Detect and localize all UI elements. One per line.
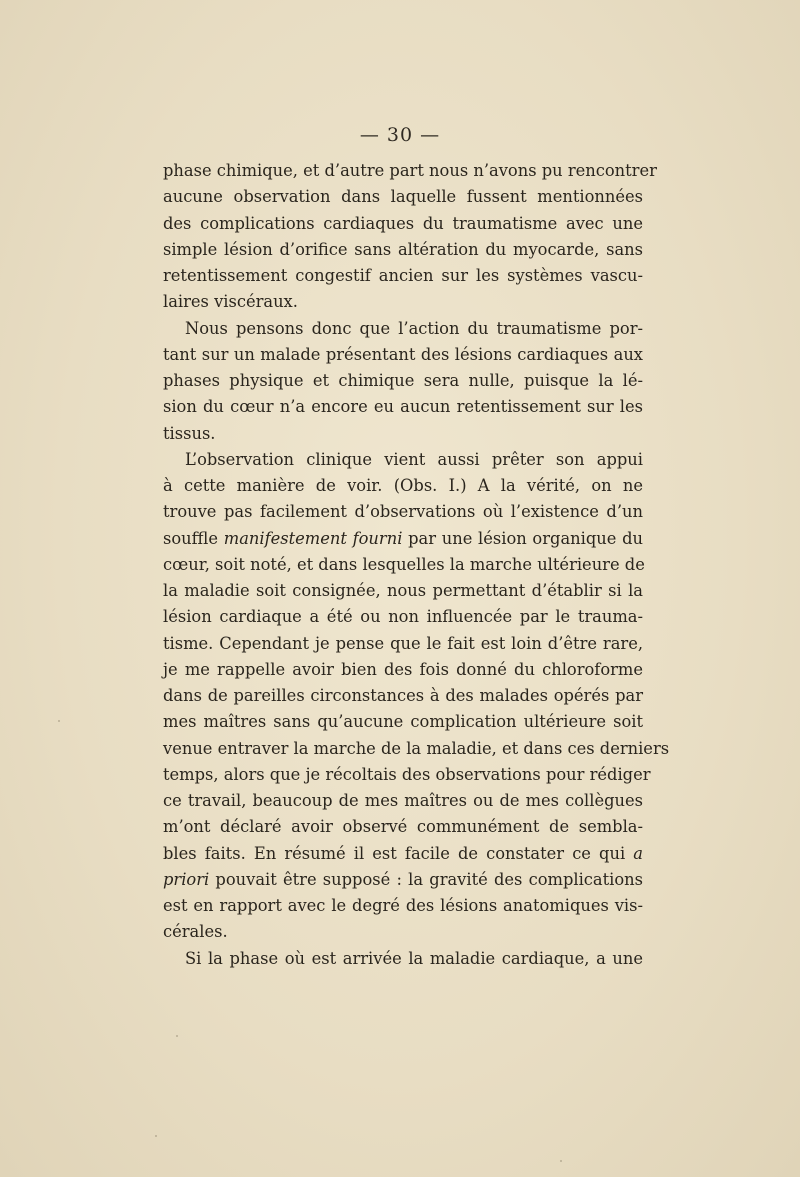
text-line: la maladie soit consignée, nous permettant d’établir si la xyxy=(163,581,643,600)
text-line xyxy=(163,867,643,893)
page-number: — 30 — xyxy=(359,124,441,146)
text-line: venue entraver la marche de la maladie, et dans ces derniers xyxy=(163,738,670,758)
text-line: des complications cardiaques du traumatisme avec une xyxy=(163,213,643,233)
text-line: tant sur un malade présentant des lésions cardiaques aux xyxy=(163,344,643,364)
paper-speck xyxy=(560,1160,562,1162)
paper-speck xyxy=(176,1035,178,1037)
text-line: dans de pareilles circonstances à des malades opérés par xyxy=(163,686,643,705)
text-line: ce travail, beaucoup de mes maîtres ou de mes collègues xyxy=(163,791,643,810)
text-line: sion du cœur n’a encore eu aucun retentissement sur les xyxy=(163,397,643,417)
italic-phrase: manifestement fourni xyxy=(223,528,403,548)
text-line: mes maîtres sans qu’aucune complication ultérieure soit xyxy=(163,712,643,732)
text-line: phase chimique, et d’autre part nous n’avons pu rencontrer xyxy=(163,161,657,180)
text-line: cœur, soit noté, et dans lesquelles la marche ultérieure de xyxy=(163,554,645,574)
text-line xyxy=(163,841,643,867)
text-line: tisme. Cependant je pense que le fait est loin d’être rare, xyxy=(163,633,643,653)
text-line: trouve pas facilement d’observations où l’existence d’un xyxy=(163,502,643,522)
body-text xyxy=(163,158,670,972)
text-fragment: bles faits. En résumé il est facile de constater ce qui xyxy=(163,843,634,863)
text-line: m’ont déclaré avoir observé communément de sembla- xyxy=(163,817,643,837)
text-line: phases physique et chimique sera nulle, puisque la lé- xyxy=(163,371,643,390)
paper-speck xyxy=(58,720,60,722)
text-line: simple lésion d’orifice sans altération du myocarde, sans xyxy=(163,239,643,259)
text-line: cérales. xyxy=(163,922,228,942)
text-fragment: souffle xyxy=(163,528,224,548)
text-line: lésion cardiaque a été ou non influencée par le trauma- xyxy=(163,607,643,627)
italic-phrase: priori xyxy=(163,869,210,889)
text-line: à cette manière de voir. (Obs. I.) A la vérité, on ne xyxy=(163,476,643,495)
text-line: laires viscéraux. xyxy=(163,292,298,312)
text-line: est en rapport avec le degré des lésions anatomiques vis- xyxy=(163,896,643,915)
paper-speck xyxy=(155,1135,157,1137)
text-line: temps, alors que je récoltais des observations pour rédiger xyxy=(163,764,651,784)
text-line: je me rappelle avoir bien des fois donné du chloroforme xyxy=(163,659,643,679)
text-line: aucune observation dans laquelle fussent mentionnées xyxy=(163,187,643,207)
text-line: tissus. xyxy=(163,423,216,443)
text-line: L’observation clinique vient aussi prêter son appui xyxy=(185,449,643,469)
text-line: Nous pensons donc que l’action du traumatisme por- xyxy=(185,318,643,338)
text-line: retentissement congestif ancien sur les systèmes vascu- xyxy=(163,266,643,285)
text-line xyxy=(163,526,643,552)
text-line: Si la phase où est arrivée la maladie cardiaque, a une xyxy=(185,948,643,968)
text-fragment: par une lésion organique du xyxy=(402,528,643,548)
italic-phrase: a xyxy=(633,843,643,863)
text-fragment: pouvait être supposé : la gravité des complications xyxy=(209,869,643,889)
